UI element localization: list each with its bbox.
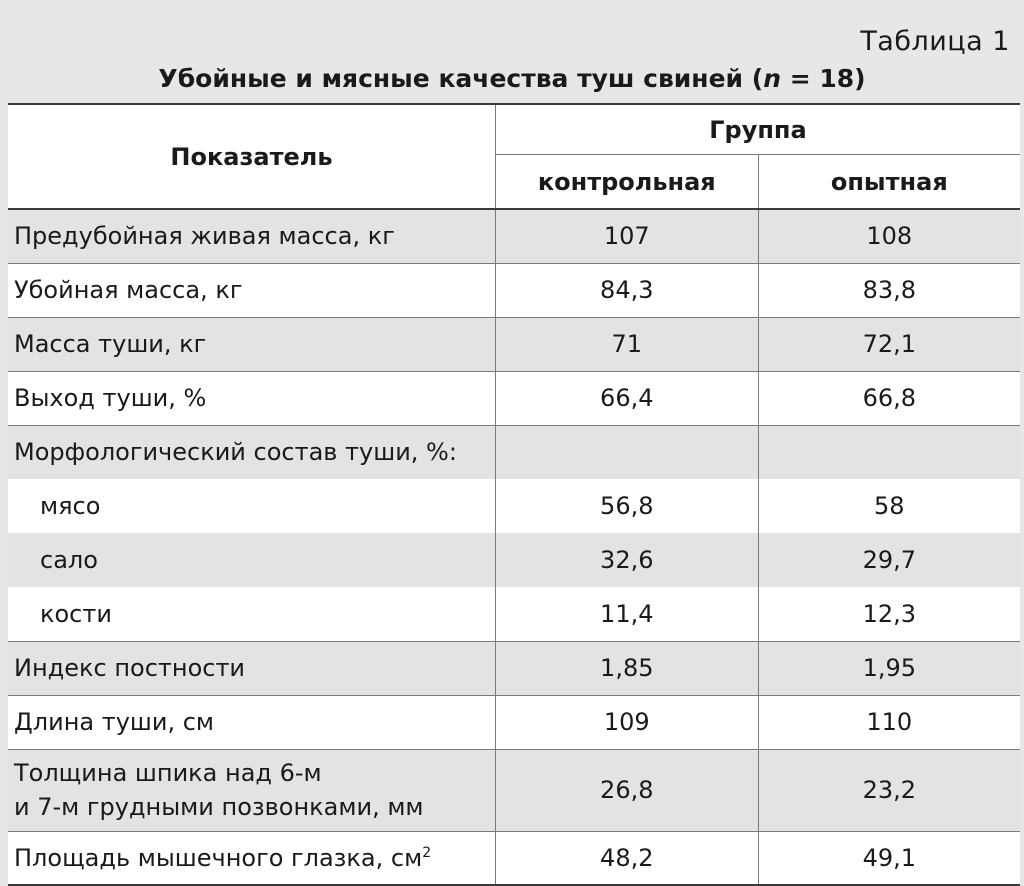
row-control-value: 32,6 bbox=[495, 533, 758, 587]
row-label: Предубойная живая масса, кг bbox=[8, 209, 495, 263]
row-experimental-value: 29,7 bbox=[758, 533, 1020, 587]
table-row bbox=[8, 749, 1020, 831]
row-control-value: 26,8 bbox=[495, 749, 758, 831]
row-label bbox=[8, 749, 495, 831]
table-row bbox=[8, 425, 1020, 479]
row-experimental-value: 83,8 bbox=[758, 263, 1020, 317]
table-row bbox=[8, 209, 1020, 263]
header-experimental: опытная bbox=[758, 155, 1020, 210]
data-table bbox=[8, 103, 1020, 886]
row-label-superscript: 2 bbox=[422, 844, 432, 861]
row-experimental-value: 108 bbox=[758, 209, 1020, 263]
row-label: сало bbox=[8, 533, 495, 587]
table-row bbox=[8, 371, 1020, 425]
row-experimental-value: 23,2 bbox=[758, 749, 1020, 831]
row-label: мясо bbox=[8, 479, 495, 533]
row-control-value: 109 bbox=[495, 695, 758, 749]
header-indicator: Показатель bbox=[8, 104, 495, 209]
row-control-value: 66,4 bbox=[495, 371, 758, 425]
row-experimental-value: 110 bbox=[758, 695, 1020, 749]
row-label: Убойная масса, кг bbox=[8, 263, 495, 317]
row-experimental-value: 1,95 bbox=[758, 641, 1020, 695]
title-main: Убойные и мясные качества туш свиней ( bbox=[158, 64, 764, 93]
table-row bbox=[8, 533, 1020, 587]
table-row bbox=[8, 479, 1020, 533]
table-row bbox=[8, 831, 1020, 885]
row-experimental-value: 66,8 bbox=[758, 371, 1020, 425]
row-label: кости bbox=[8, 587, 495, 641]
title-n: n bbox=[763, 64, 781, 93]
row-label bbox=[8, 831, 495, 885]
row-control-value: 48,2 bbox=[495, 831, 758, 885]
row-label-line-2: и 7-м грудными позвонками, мм bbox=[14, 793, 424, 821]
row-label: Длина туши, см bbox=[8, 695, 495, 749]
row-control-value: 71 bbox=[495, 317, 758, 371]
row-experimental-value: 12,3 bbox=[758, 587, 1020, 641]
row-control-value: 1,85 bbox=[495, 641, 758, 695]
table-number: Таблица 1 bbox=[860, 26, 1010, 57]
table-row bbox=[8, 695, 1020, 749]
header-row-1 bbox=[8, 104, 1020, 155]
header-control: контрольная bbox=[495, 155, 758, 210]
row-experimental-value: 58 bbox=[758, 479, 1020, 533]
row-label-text: Площадь мышечного глазка, см bbox=[14, 843, 423, 872]
row-control-value: 84,3 bbox=[495, 263, 758, 317]
row-label: Масса туши, кг bbox=[8, 317, 495, 371]
row-experimental-value bbox=[758, 425, 1020, 479]
table-row bbox=[8, 317, 1020, 371]
row-control-value: 56,8 bbox=[495, 479, 758, 533]
row-experimental-value: 72,1 bbox=[758, 317, 1020, 371]
title-rest: = 18) bbox=[781, 64, 866, 93]
row-label-line-1: Толщина шпика над 6-м bbox=[14, 759, 322, 787]
row-experimental-value: 49,1 bbox=[758, 831, 1020, 885]
row-control-value: 107 bbox=[495, 209, 758, 263]
table-row bbox=[8, 587, 1020, 641]
table-row bbox=[8, 263, 1020, 317]
row-control-value bbox=[495, 425, 758, 479]
header-group: Группа bbox=[495, 104, 1020, 155]
row-label: Выход туши, % bbox=[8, 371, 495, 425]
row-label: Индекс постности bbox=[8, 641, 495, 695]
table-row bbox=[8, 641, 1020, 695]
row-control-value: 11,4 bbox=[495, 587, 758, 641]
table-title bbox=[0, 64, 1024, 93]
row-label: Морфологический состав туши, %: bbox=[8, 425, 495, 479]
